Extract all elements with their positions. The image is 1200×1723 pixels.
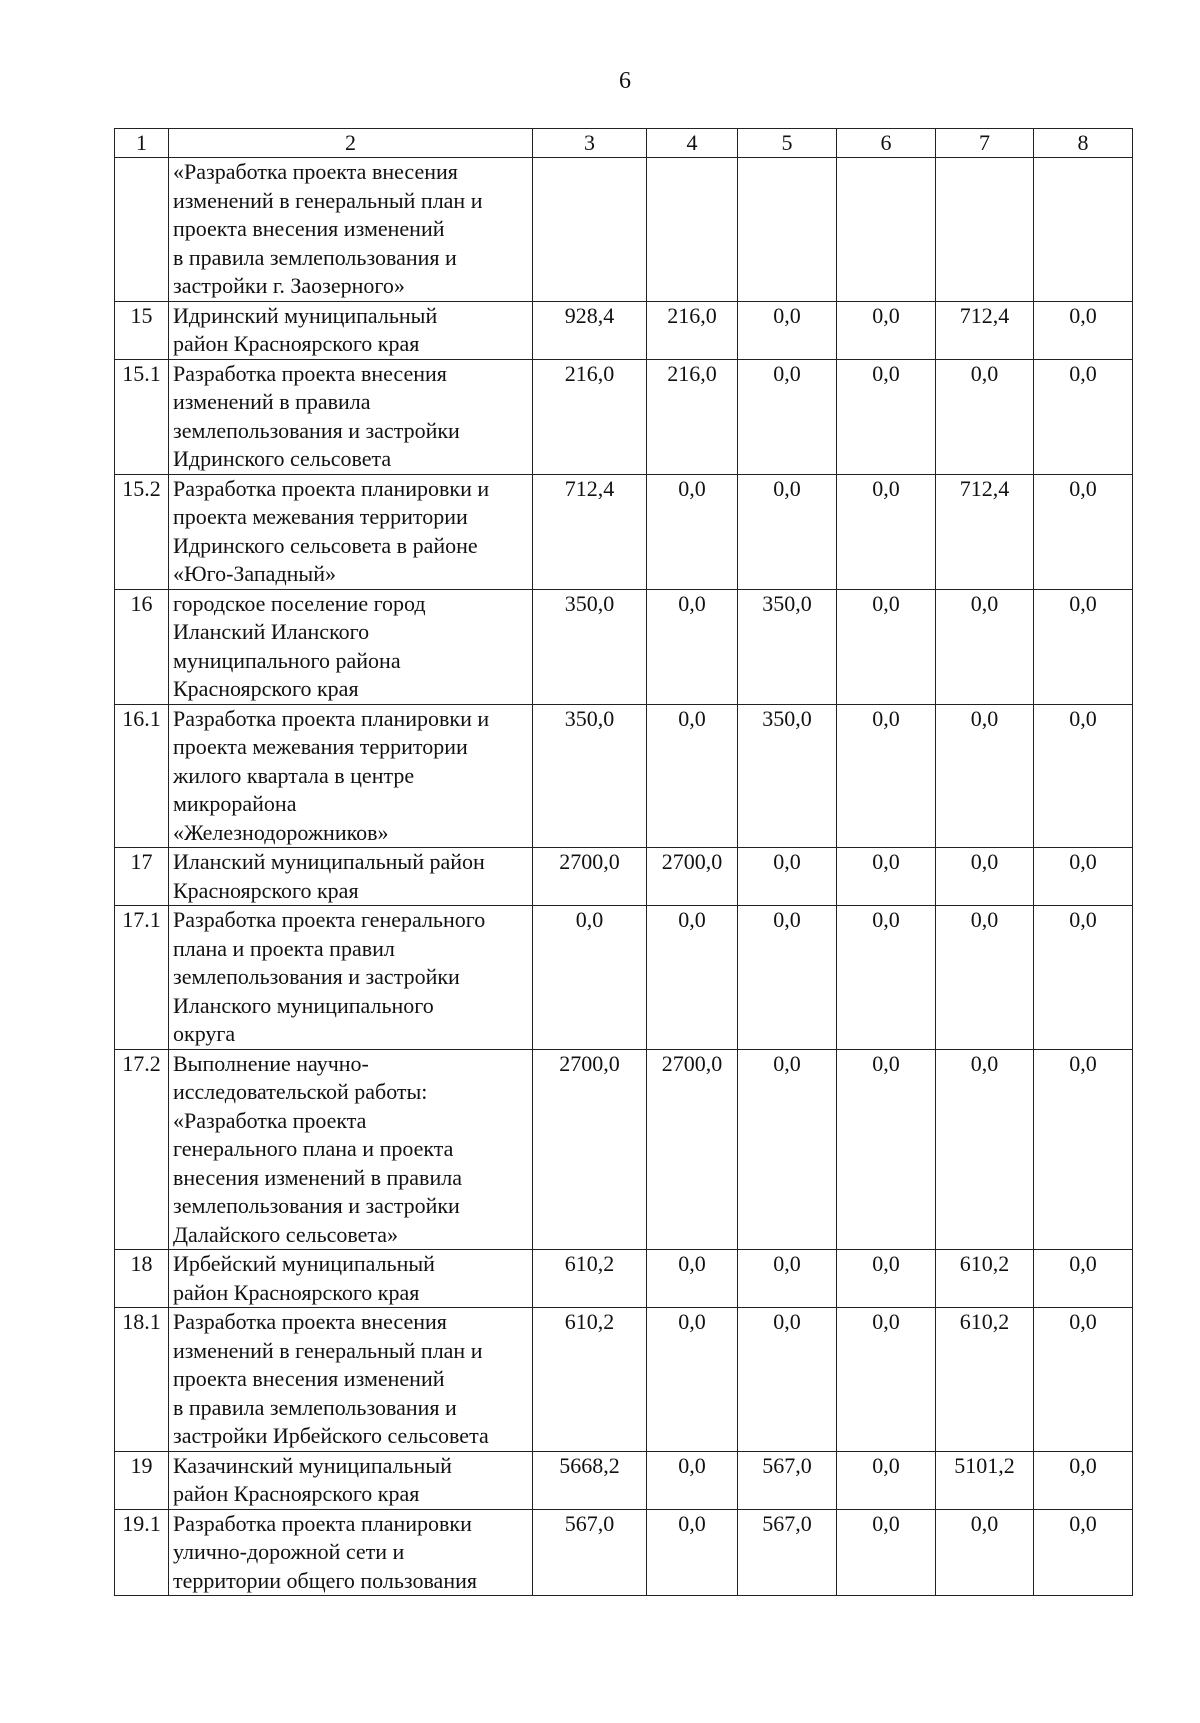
value-cell: 0,0 [837, 906, 936, 1050]
value-cell: 0,0 [1034, 1250, 1133, 1308]
value-cell: 0,0 [647, 1308, 738, 1452]
value-cell: 0,0 [837, 1250, 936, 1308]
description-line: Идринского сельсовета в районе [173, 532, 478, 558]
value-cell: 350,0 [533, 589, 647, 704]
row-number: 15.1 [115, 359, 169, 474]
table-row [115, 1049, 1133, 1250]
value-cell: 0,0 [1034, 474, 1133, 589]
value-cell: 0,0 [738, 301, 837, 359]
value-cell: 0,0 [837, 301, 936, 359]
description-line: проекта внесения изменений [173, 216, 445, 241]
column-header: 8 [1034, 129, 1133, 158]
table-row [115, 848, 1133, 906]
row-number: 19.1 [115, 1509, 169, 1596]
row-number [115, 158, 169, 302]
value-cell: 0,0 [837, 848, 936, 906]
value-cell [647, 158, 738, 302]
value-cell: 0,0 [936, 1049, 1034, 1250]
value-cell: 0,0 [837, 359, 936, 474]
description-line: улично-дорожной сети и [173, 1539, 405, 1564]
description-line: Разработка проекта планировки [173, 1510, 472, 1536]
row-number: 19 [115, 1451, 169, 1509]
row-description [169, 474, 533, 589]
value-cell: 0,0 [738, 1049, 837, 1250]
value-cell: 0,0 [936, 589, 1034, 704]
value-cell: 0,0 [936, 1509, 1034, 1596]
value-cell [738, 158, 837, 302]
description-line: Идринского сельсовета [173, 446, 392, 471]
value-cell [837, 158, 936, 302]
value-cell: 0,0 [647, 1250, 738, 1308]
value-cell: 0,0 [837, 1049, 936, 1250]
value-cell: 2700,0 [647, 1049, 738, 1250]
value-cell: 0,0 [647, 1509, 738, 1596]
value-cell: 712,4 [936, 474, 1034, 589]
description-line: землепользования и застройки [173, 417, 460, 443]
description-line: землепользования и застройки [173, 964, 460, 989]
description-line: городское поселение город [173, 590, 426, 616]
table-row [115, 589, 1133, 704]
table-row [115, 1509, 1133, 1596]
row-number: 17 [115, 848, 169, 906]
description-line: «Юго-Западный» [173, 561, 336, 586]
description-line: изменений в генеральный план и [173, 187, 483, 213]
description-line: Разработка проекта планировки и [173, 705, 490, 731]
description-line: застройки Ирбейского сельсовета [173, 1423, 489, 1448]
table-row [115, 359, 1133, 474]
description-line: исследовательской работы: [173, 1079, 428, 1104]
description-line: «Разработка проекта внесения [173, 159, 458, 184]
value-cell: 0,0 [1034, 1509, 1133, 1596]
description-line: Идринский муниципальный [173, 302, 438, 328]
row-description [169, 1451, 533, 1509]
value-cell: 0,0 [936, 359, 1034, 474]
description-line: внесения изменений в правила [173, 1164, 462, 1190]
table-row [115, 301, 1133, 359]
value-cell: 567,0 [533, 1509, 647, 1596]
column-header: 4 [647, 129, 738, 158]
value-cell: 2700,0 [647, 848, 738, 906]
row-description [169, 1250, 533, 1308]
description-line: жилого квартала в центре [173, 762, 415, 788]
description-line: муниципального района [173, 647, 401, 673]
budget-table [114, 128, 1133, 1596]
description-line: генерального плана и проекта [173, 1136, 454, 1161]
description-line: район Красноярского края [173, 331, 420, 356]
value-cell: 0,0 [1034, 704, 1133, 848]
description-line: Иланского муниципального [173, 992, 434, 1018]
value-cell: 0,0 [647, 589, 738, 704]
value-cell: 0,0 [1034, 359, 1133, 474]
value-cell [936, 158, 1034, 302]
row-description [169, 848, 533, 906]
value-cell: 2700,0 [533, 848, 647, 906]
row-number: 16 [115, 589, 169, 704]
description-line: Разработка проекта внесения [173, 360, 447, 386]
description-line: изменений в генеральный план и [173, 1337, 483, 1363]
value-cell: 0,0 [647, 474, 738, 589]
value-cell: 0,0 [738, 906, 837, 1050]
value-cell: 216,0 [647, 301, 738, 359]
value-cell: 0,0 [738, 474, 837, 589]
value-cell: 0,0 [647, 1451, 738, 1509]
value-cell: 350,0 [533, 704, 647, 848]
value-cell [1034, 158, 1133, 302]
row-number: 17.1 [115, 906, 169, 1050]
description-line: в правила землепользования и [173, 244, 457, 270]
description-line: Разработка проекта генерального [173, 907, 486, 932]
table-row [115, 1308, 1133, 1452]
table-header [115, 129, 1133, 158]
value-cell: 0,0 [837, 1509, 936, 1596]
value-cell: 5668,2 [533, 1451, 647, 1509]
value-cell: 0,0 [533, 906, 647, 1050]
row-number: 15.2 [115, 474, 169, 589]
description-line: Казачинский муниципальный [173, 1452, 452, 1478]
table-row [115, 1250, 1133, 1308]
row-number: 18 [115, 1250, 169, 1308]
column-header: 2 [169, 129, 533, 158]
description-line: Далайского сельсовета» [173, 1221, 399, 1247]
description-line: Ирбейский муниципальный [173, 1251, 435, 1276]
value-cell: 0,0 [738, 359, 837, 474]
value-cell: 567,0 [738, 1451, 837, 1509]
value-cell: 712,4 [936, 301, 1034, 359]
description-line: Иланский муниципальный район [173, 849, 485, 874]
description-line: землепользования и застройки [173, 1193, 460, 1218]
description-line: Разработка проекта планировки и [173, 475, 490, 501]
value-cell: 0,0 [837, 1308, 936, 1452]
page-number: 6 [619, 68, 631, 94]
description-line: изменений в правила [173, 389, 371, 414]
description-line: микрорайона [173, 791, 297, 816]
value-cell: 610,2 [533, 1250, 647, 1308]
value-cell: 5101,2 [936, 1451, 1034, 1509]
column-header: 7 [936, 129, 1034, 158]
value-cell [533, 158, 647, 302]
row-description [169, 1308, 533, 1452]
value-cell: 0,0 [1034, 301, 1133, 359]
row-number: 18.1 [115, 1308, 169, 1452]
row-description [169, 704, 533, 848]
description-line: Иланский Иланского [173, 619, 370, 644]
value-cell: 0,0 [738, 1250, 837, 1308]
description-line: проекта внесения изменений [173, 1366, 445, 1391]
table-row [115, 158, 1133, 302]
description-line: проекта межевания территории [173, 734, 468, 759]
description-line: район Красноярского края [173, 1279, 420, 1305]
value-cell: 567,0 [738, 1509, 837, 1596]
row-description [169, 906, 533, 1050]
value-cell: 0,0 [647, 704, 738, 848]
value-cell: 0,0 [837, 589, 936, 704]
value-cell: 0,0 [1034, 848, 1133, 906]
description-line: район Красноярского края [173, 1481, 420, 1506]
value-cell: 0,0 [1034, 589, 1133, 704]
table-row [115, 704, 1133, 848]
value-cell: 0,0 [837, 704, 936, 848]
description-line: проекта межевания территории [173, 504, 468, 529]
value-cell: 610,2 [533, 1308, 647, 1452]
table-row [115, 474, 1133, 589]
row-description [169, 1049, 533, 1250]
value-cell: 0,0 [1034, 906, 1133, 1050]
row-number: 17.2 [115, 1049, 169, 1250]
description-line: территории общего пользования [173, 1567, 477, 1593]
row-description [169, 589, 533, 704]
value-cell: 712,4 [533, 474, 647, 589]
column-header: 5 [738, 129, 837, 158]
row-description [169, 1509, 533, 1596]
value-cell: 0,0 [936, 704, 1034, 848]
value-cell: 610,2 [936, 1250, 1034, 1308]
value-cell: 0,0 [647, 906, 738, 1050]
value-cell: 350,0 [738, 589, 837, 704]
row-description [169, 301, 533, 359]
row-description [169, 158, 533, 302]
description-line: в правила землепользования и [173, 1394, 457, 1420]
table-row [115, 1451, 1133, 1509]
description-line: Красноярского края [173, 676, 359, 701]
row-number: 15 [115, 301, 169, 359]
value-cell: 0,0 [738, 848, 837, 906]
column-header: 3 [533, 129, 647, 158]
value-cell: 0,0 [936, 906, 1034, 1050]
value-cell: 216,0 [647, 359, 738, 474]
value-cell: 350,0 [738, 704, 837, 848]
value-cell: 0,0 [1034, 1049, 1133, 1250]
description-line: застройки г. Заозерного» [173, 273, 405, 298]
description-line: Разработка проекта внесения [173, 1309, 447, 1334]
header-row [115, 129, 1133, 158]
value-cell: 610,2 [936, 1308, 1034, 1452]
description-line: плана и проекта правил [173, 935, 395, 961]
value-cell: 0,0 [1034, 1451, 1133, 1509]
table-row [115, 906, 1133, 1050]
value-cell: 0,0 [1034, 1308, 1133, 1452]
value-cell: 0,0 [936, 848, 1034, 906]
description-line: «Железнодорожников» [173, 819, 389, 845]
column-header: 1 [115, 129, 169, 158]
description-line: Красноярского края [173, 877, 359, 903]
value-cell: 0,0 [837, 474, 936, 589]
column-header: 6 [837, 129, 936, 158]
value-cell: 0,0 [738, 1308, 837, 1452]
description-line: Выполнение научно- [173, 1050, 369, 1076]
table-body [115, 158, 1133, 1596]
value-cell: 216,0 [533, 359, 647, 474]
value-cell: 928,4 [533, 301, 647, 359]
description-line: округа [173, 1021, 236, 1046]
row-number: 16.1 [115, 704, 169, 848]
description-line: «Разработка проекта [173, 1107, 367, 1133]
row-description [169, 359, 533, 474]
value-cell: 2700,0 [533, 1049, 647, 1250]
value-cell: 0,0 [837, 1451, 936, 1509]
